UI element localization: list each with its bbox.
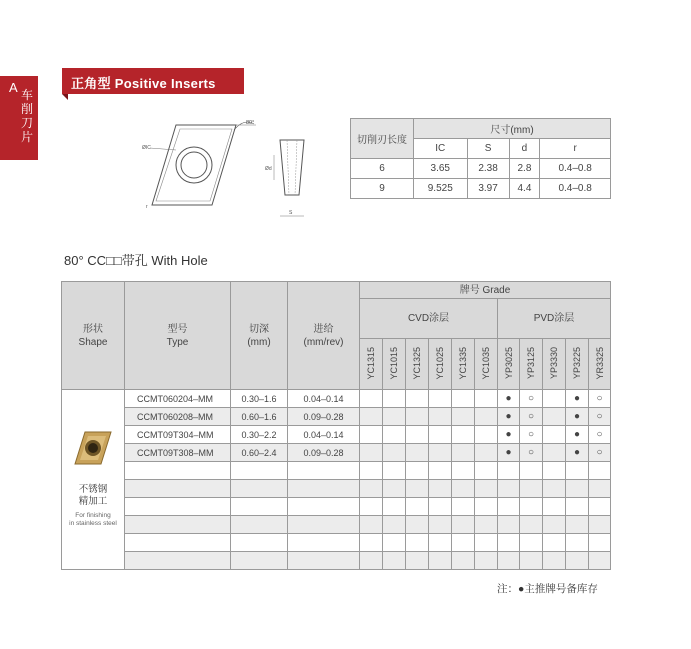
feed-cell [288, 462, 360, 480]
depth-cell [231, 462, 288, 480]
grade-mark-cell [475, 462, 498, 480]
header-feed [288, 282, 360, 390]
grade-mark-cell [429, 462, 452, 480]
grade-header-yp3025 [498, 339, 520, 390]
insert-side-view [280, 140, 304, 195]
grade-mark-cell [543, 408, 566, 426]
grade-mark-cell [429, 426, 452, 444]
grade-mark-cell [566, 552, 589, 570]
grade-mark-cell [429, 516, 452, 534]
col-ic: IC [414, 139, 468, 159]
type-cell [125, 480, 231, 498]
grade-mark-cell [520, 534, 543, 552]
header-shape [62, 282, 125, 390]
grade-mark-cell [566, 462, 589, 480]
grade-mark-cell [383, 552, 406, 570]
side-hole-line-2 [295, 140, 297, 195]
grade-mark-cell: ● [498, 426, 520, 444]
grade-mark-cell: ○ [520, 390, 543, 408]
table-row [62, 462, 611, 480]
grade-mark-cell [475, 426, 498, 444]
grade-mark-cell [429, 534, 452, 552]
header-feed-unit: (mm/rev) [303, 336, 344, 348]
grade-mark-cell [498, 534, 520, 552]
footnote: 注：●主推牌号备库存 [497, 583, 598, 595]
grade-mark-cell [452, 426, 475, 444]
grade-mark-cell [498, 498, 520, 516]
grade-mark-cell [452, 480, 475, 498]
grade-mark-cell [452, 390, 475, 408]
table-row [62, 498, 611, 516]
grade-mark-cell [520, 462, 543, 480]
table-row [62, 390, 611, 408]
grade-mark-cell [498, 462, 520, 480]
dim-row [351, 159, 611, 179]
grade-mark-cell [360, 444, 383, 462]
type-cell [125, 552, 231, 570]
insert-outline [152, 125, 236, 205]
feed-cell [288, 498, 360, 516]
shape-cn-2: 精加工 [78, 496, 108, 507]
grade-mark-cell: ○ [520, 408, 543, 426]
feed-cell [288, 534, 360, 552]
grade-table [61, 281, 611, 570]
feed-cell: 0.09–0.28 [288, 408, 360, 426]
grade-mark-cell [406, 498, 429, 516]
grade-mark-cell [520, 552, 543, 570]
dim-row [351, 179, 611, 199]
grade-mark-cell [383, 426, 406, 444]
grade-mark-cell [360, 480, 383, 498]
grade-mark-cell [406, 534, 429, 552]
grade-mark-cell [475, 444, 498, 462]
type-cell: CCMT060204–MM [125, 390, 231, 408]
section-title: 正角型 Positive Inserts [71, 76, 216, 91]
grade-label: YR3325 [594, 346, 605, 380]
label-r: r [146, 204, 148, 210]
grade-header-yp3330 [543, 339, 566, 390]
insert-technical-drawing [134, 110, 324, 225]
feed-cell: 0.04–0.14 [288, 426, 360, 444]
grade-label: YC1025 [435, 346, 445, 380]
feed-cell: 0.09–0.28 [288, 444, 360, 462]
grade-mark-cell [406, 462, 429, 480]
grade-header-yc1325 [406, 339, 429, 390]
table-row [62, 444, 611, 462]
grade-label: YC1335 [458, 346, 468, 380]
header-fold [62, 94, 68, 100]
dim-cell: 6 [351, 159, 414, 179]
insert-hole-inner [181, 152, 207, 178]
header-depth-unit: (mm) [247, 336, 271, 348]
grade-mark-cell: ● [566, 408, 589, 426]
depth-cell [231, 480, 288, 498]
grade-mark-cell [406, 444, 429, 462]
grade-mark-cell [475, 516, 498, 534]
grade-mark-cell [360, 552, 383, 570]
grade-mark-cell [429, 552, 452, 570]
grade-mark-cell [498, 516, 520, 534]
grade-mark-cell [589, 480, 611, 498]
grade-mark-cell [520, 498, 543, 516]
grade-mark-cell: ● [566, 390, 589, 408]
grade-mark-cell [406, 426, 429, 444]
dim-cell: 0.4–0.8 [540, 159, 611, 179]
grade-mark-cell [589, 516, 611, 534]
grade-mark-cell [498, 552, 520, 570]
dimension-table [350, 118, 611, 199]
grade-header-yp3125 [520, 339, 543, 390]
dim-cell: 2.8 [509, 159, 540, 179]
grade-mark-cell [383, 480, 406, 498]
grade-label: YC1035 [481, 346, 491, 380]
col-d: d [509, 139, 540, 159]
grade-mark-cell: ● [566, 426, 589, 444]
grade-header-yc1315 [360, 339, 383, 390]
side-hole-line [287, 140, 289, 195]
grade-mark-cell [406, 390, 429, 408]
header-depth-cn: 切深 [249, 323, 269, 335]
grade-mark-cell [360, 534, 383, 552]
grade-mark-cell [452, 552, 475, 570]
grade-mark-cell: ● [498, 408, 520, 426]
grade-header-yc1335 [452, 339, 475, 390]
grade-mark-cell [360, 390, 383, 408]
grade-mark-cell [406, 480, 429, 498]
type-cell: CCMT09T308–MM [125, 444, 231, 462]
chapter-tab [0, 76, 38, 160]
label-angle: 80° [246, 120, 255, 126]
grade-mark-cell: ○ [589, 390, 611, 408]
depth-cell: 0.30–1.6 [231, 390, 288, 408]
grade-header-yc1035 [475, 339, 498, 390]
section-header [62, 68, 244, 94]
grade-mark-cell [360, 408, 383, 426]
type-cell: CCMT060208–MM [125, 408, 231, 426]
grade-mark-cell [543, 462, 566, 480]
insert-subtitle: 80° CC□□带孔 With Hole [64, 253, 208, 268]
shape-cn-1: 不锈钢 [78, 484, 108, 495]
grade-mark-cell [543, 390, 566, 408]
dim-cell: 9.525 [414, 179, 468, 199]
feed-cell [288, 552, 360, 570]
label-s: S [289, 210, 293, 216]
feed-cell [288, 480, 360, 498]
grade-mark-cell [543, 480, 566, 498]
grade-mark-cell [475, 534, 498, 552]
col-size: 尺寸(mm) [414, 119, 611, 139]
grade-mark-cell: ○ [589, 408, 611, 426]
grade-mark-cell [383, 462, 406, 480]
col-r: r [540, 139, 611, 159]
grade-mark-cell [452, 498, 475, 516]
ic-leader [150, 148, 176, 150]
dim-cell: 3.65 [414, 159, 468, 179]
grade-mark-cell [589, 498, 611, 516]
grade-label: YC1325 [412, 346, 422, 380]
grade-mark-cell [566, 480, 589, 498]
grade-mark-cell [406, 552, 429, 570]
grade-mark-cell [543, 426, 566, 444]
insert-inner-outline [156, 129, 232, 201]
grade-mark-cell: ● [498, 444, 520, 462]
grade-mark-cell: ● [566, 444, 589, 462]
col-s: S [467, 139, 509, 159]
grade-mark-cell [475, 552, 498, 570]
dim-cell: 2.38 [467, 159, 509, 179]
header-type-en: Type [166, 336, 189, 348]
dim-cell: 9 [351, 179, 414, 199]
grade-mark-cell [429, 408, 452, 426]
header-depth [231, 282, 288, 390]
grade-mark-cell [566, 534, 589, 552]
grade-mark-cell [475, 390, 498, 408]
type-cell [125, 534, 231, 552]
header-cvd: CVD涂层 [360, 299, 498, 339]
grade-mark-cell [429, 390, 452, 408]
col-cutting-length: 切削刃长度 [351, 119, 414, 159]
shape-en-1: For finishing [75, 512, 111, 519]
grade-mark-cell [406, 408, 429, 426]
grade-mark-cell [543, 516, 566, 534]
grade-label: YC1015 [389, 346, 399, 380]
grade-mark-cell [452, 462, 475, 480]
type-cell: CCMT09T304–MM [125, 426, 231, 444]
grade-mark-cell [475, 480, 498, 498]
grade-mark-cell [475, 498, 498, 516]
label-d: Ød [265, 166, 272, 172]
header-type-cn: 型号 [167, 323, 188, 335]
grade-mark-cell [360, 498, 383, 516]
grade-mark-cell [429, 480, 452, 498]
grade-mark-cell [498, 480, 520, 498]
grade-mark-cell [589, 534, 611, 552]
shape-en-2: in stainless steel [69, 520, 117, 527]
header-pvd: PVD涂层 [498, 299, 611, 339]
header-feed-cn: 进给 [313, 323, 334, 335]
dim-cell: 4.4 [509, 179, 540, 199]
grade-mark-cell [543, 444, 566, 462]
grade-mark-cell [543, 552, 566, 570]
depth-cell: 0.30–2.2 [231, 426, 288, 444]
grade-label: YP3125 [526, 346, 536, 380]
grade-mark-cell [520, 480, 543, 498]
grade-mark-cell [429, 498, 452, 516]
chapter-letter: A [9, 80, 18, 95]
grade-mark-cell [589, 552, 611, 570]
grade-mark-cell [383, 408, 406, 426]
table-row [62, 426, 611, 444]
grade-label: YC1315 [366, 346, 376, 380]
grade-mark-cell [452, 516, 475, 534]
grade-mark-cell [566, 516, 589, 534]
grade-header-yc1025 [429, 339, 452, 390]
depth-cell [231, 534, 288, 552]
type-cell [125, 498, 231, 516]
grade-label: YP3330 [549, 346, 559, 380]
grade-mark-cell [383, 498, 406, 516]
chapter-title: 车削刀片 [21, 88, 34, 144]
grade-mark-cell: ○ [589, 426, 611, 444]
grade-mark-cell [383, 444, 406, 462]
depth-cell [231, 498, 288, 516]
grade-mark-cell [589, 462, 611, 480]
grade-mark-cell [452, 534, 475, 552]
grade-mark-cell: ○ [520, 444, 543, 462]
type-cell [125, 516, 231, 534]
shape-cell [62, 390, 125, 570]
depth-cell: 0.60–2.4 [231, 444, 288, 462]
grade-mark-cell [543, 498, 566, 516]
grade-mark-cell [360, 516, 383, 534]
grade-mark-cell [543, 534, 566, 552]
grade-mark-cell: ○ [589, 444, 611, 462]
grade-mark-cell [406, 516, 429, 534]
feed-cell: 0.04–0.14 [288, 390, 360, 408]
header-grade: 牌号 Grade [360, 282, 611, 299]
grade-mark-cell: ● [498, 390, 520, 408]
table-row [62, 534, 611, 552]
grade-mark-cell [383, 390, 406, 408]
grade-header-yr3325 [589, 339, 611, 390]
grade-mark-cell [383, 534, 406, 552]
table-row [62, 408, 611, 426]
table-row [62, 516, 611, 534]
dim-cell: 0.4–0.8 [540, 179, 611, 199]
grade-label: YP3225 [572, 346, 582, 380]
depth-cell: 0.60–1.6 [231, 408, 288, 426]
table-row [62, 552, 611, 570]
grade-mark-cell [452, 408, 475, 426]
header-shape-en: Shape [78, 336, 108, 348]
grade-mark-cell [475, 408, 498, 426]
grade-mark-cell [566, 498, 589, 516]
grade-header-yc1015 [383, 339, 406, 390]
grade-mark-cell [360, 426, 383, 444]
grade-label: YP3025 [503, 346, 514, 380]
grade-mark-cell [429, 444, 452, 462]
label-ic: ØIC [142, 145, 151, 151]
table-row [62, 480, 611, 498]
feed-cell [288, 516, 360, 534]
type-cell [125, 462, 231, 480]
header-shape-cn: 形状 [83, 323, 103, 335]
grade-mark-cell [383, 516, 406, 534]
grade-mark-cell [360, 462, 383, 480]
insert-photo [73, 428, 113, 468]
dim-cell: 3.97 [467, 179, 509, 199]
grade-header-yp3225 [566, 339, 589, 390]
grade-mark-cell [520, 516, 543, 534]
grade-mark-cell: ○ [520, 426, 543, 444]
header-type [125, 282, 231, 390]
depth-cell [231, 552, 288, 570]
grade-mark-cell [452, 444, 475, 462]
depth-cell [231, 516, 288, 534]
